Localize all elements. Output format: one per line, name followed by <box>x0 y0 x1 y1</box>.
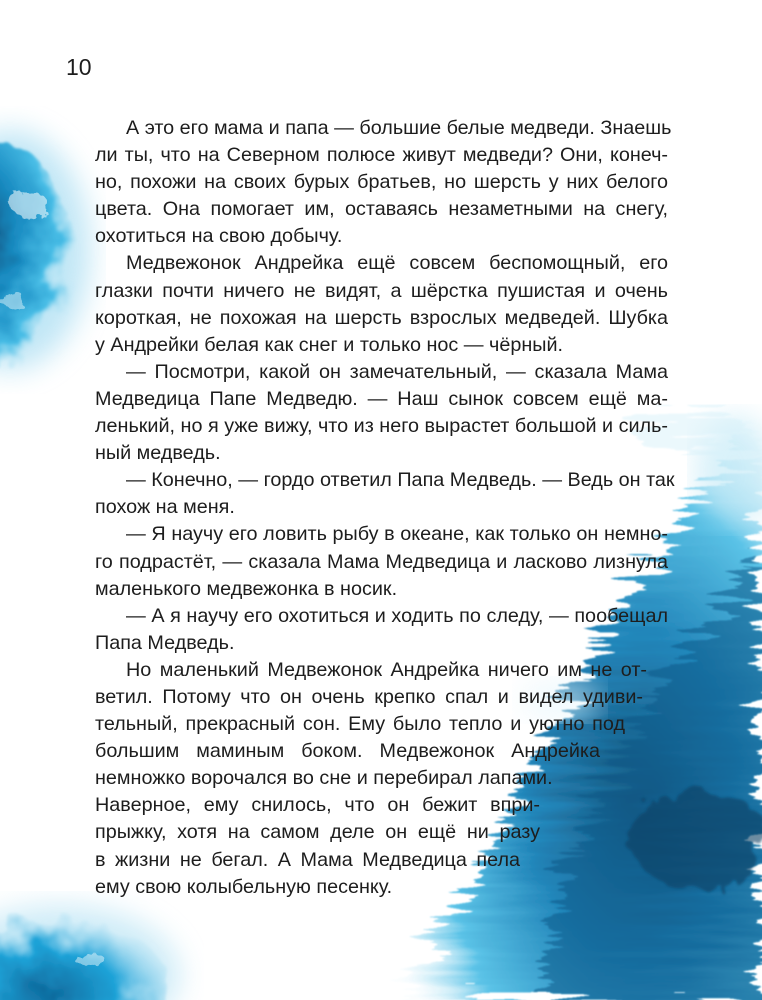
bottom-left-watercolor-blob <box>0 905 180 1000</box>
text-line: Папа Медведь. <box>95 631 235 654</box>
text-line: ленький, но я уже вижу, что из него вырастет большой и силь- <box>95 415 668 438</box>
text-line: но, похожи на своих бурых братьев, но шерсть у них белого <box>95 171 668 194</box>
text-line: у Андрейки белая как снег и только нос — чёрный. <box>95 333 564 356</box>
text-line: Медведица Папе Медведю. — Наш сынок совсем ещё ма- <box>95 387 668 410</box>
text-line: ли ты, что на Северном полюсе живут медведи? Они, конеч- <box>95 144 668 167</box>
page-number: 10 <box>66 54 92 80</box>
text-line: Медвежонок Андрейка ещё совсем беспомощный, его <box>126 252 668 275</box>
text-line: Но маленький Медвежонок Андрейка ничего им не от- <box>126 658 647 681</box>
text-line: ветил. Потому что он очень крепко спал и видел удиви- <box>95 685 643 708</box>
text-line: маленького медвежонка в носик. <box>95 577 398 600</box>
text-line: охотиться на свою добычу. <box>95 225 343 248</box>
text-line: прыжку, хотя на самом деле он ещё ни разу <box>95 821 540 844</box>
text-line: го подрастёт, — сказала Мама Медведица и ласково лизнула <box>95 550 668 573</box>
text-line: А это его мама и папа — большие белые медведи. Знаешь <box>126 117 672 139</box>
text-line: — Конечно, — гордо ответил Папа Медведь. — Ведь он так <box>126 469 675 492</box>
text-line: — Я научу его ловить рыбу в океане, как только он немно- <box>126 523 668 546</box>
text-line: цвета. Она помогает им, оставаясь незаметными на снегу, <box>95 198 668 221</box>
text-line: ему свою колыбельную песенку. <box>95 875 393 898</box>
text-line: короткая, не похожая на шерсть взрослых медведей. Шубка <box>95 306 668 329</box>
text-line: глазки почти ничего не видят, а шёрстка пушистая и очень <box>95 279 668 302</box>
text-line: — А я научу его охотиться и ходить по следу, — пообещал <box>126 604 668 627</box>
text-line: большим маминым боком. Медвежонок Андрейка <box>95 740 600 763</box>
text-line: ный медведь. <box>95 442 221 465</box>
text-line: похож на меня. <box>95 496 235 519</box>
text-line: — Посмотри, какой он замечательный, — сказала Мама <box>126 360 668 383</box>
text-line: немножко ворочался во сне и перебирал лапами. <box>95 767 553 790</box>
story-text <box>95 115 675 901</box>
left-watercolor-blob <box>0 130 90 370</box>
text-line: Наверное, ему снилось, что он бежит впри- <box>95 794 540 817</box>
text-line: тельный, прекрасный сон. Ему было тепло и уютно под <box>95 713 625 736</box>
text-line: в жизни не бегал. А Мама Медведица пела <box>95 848 520 871</box>
